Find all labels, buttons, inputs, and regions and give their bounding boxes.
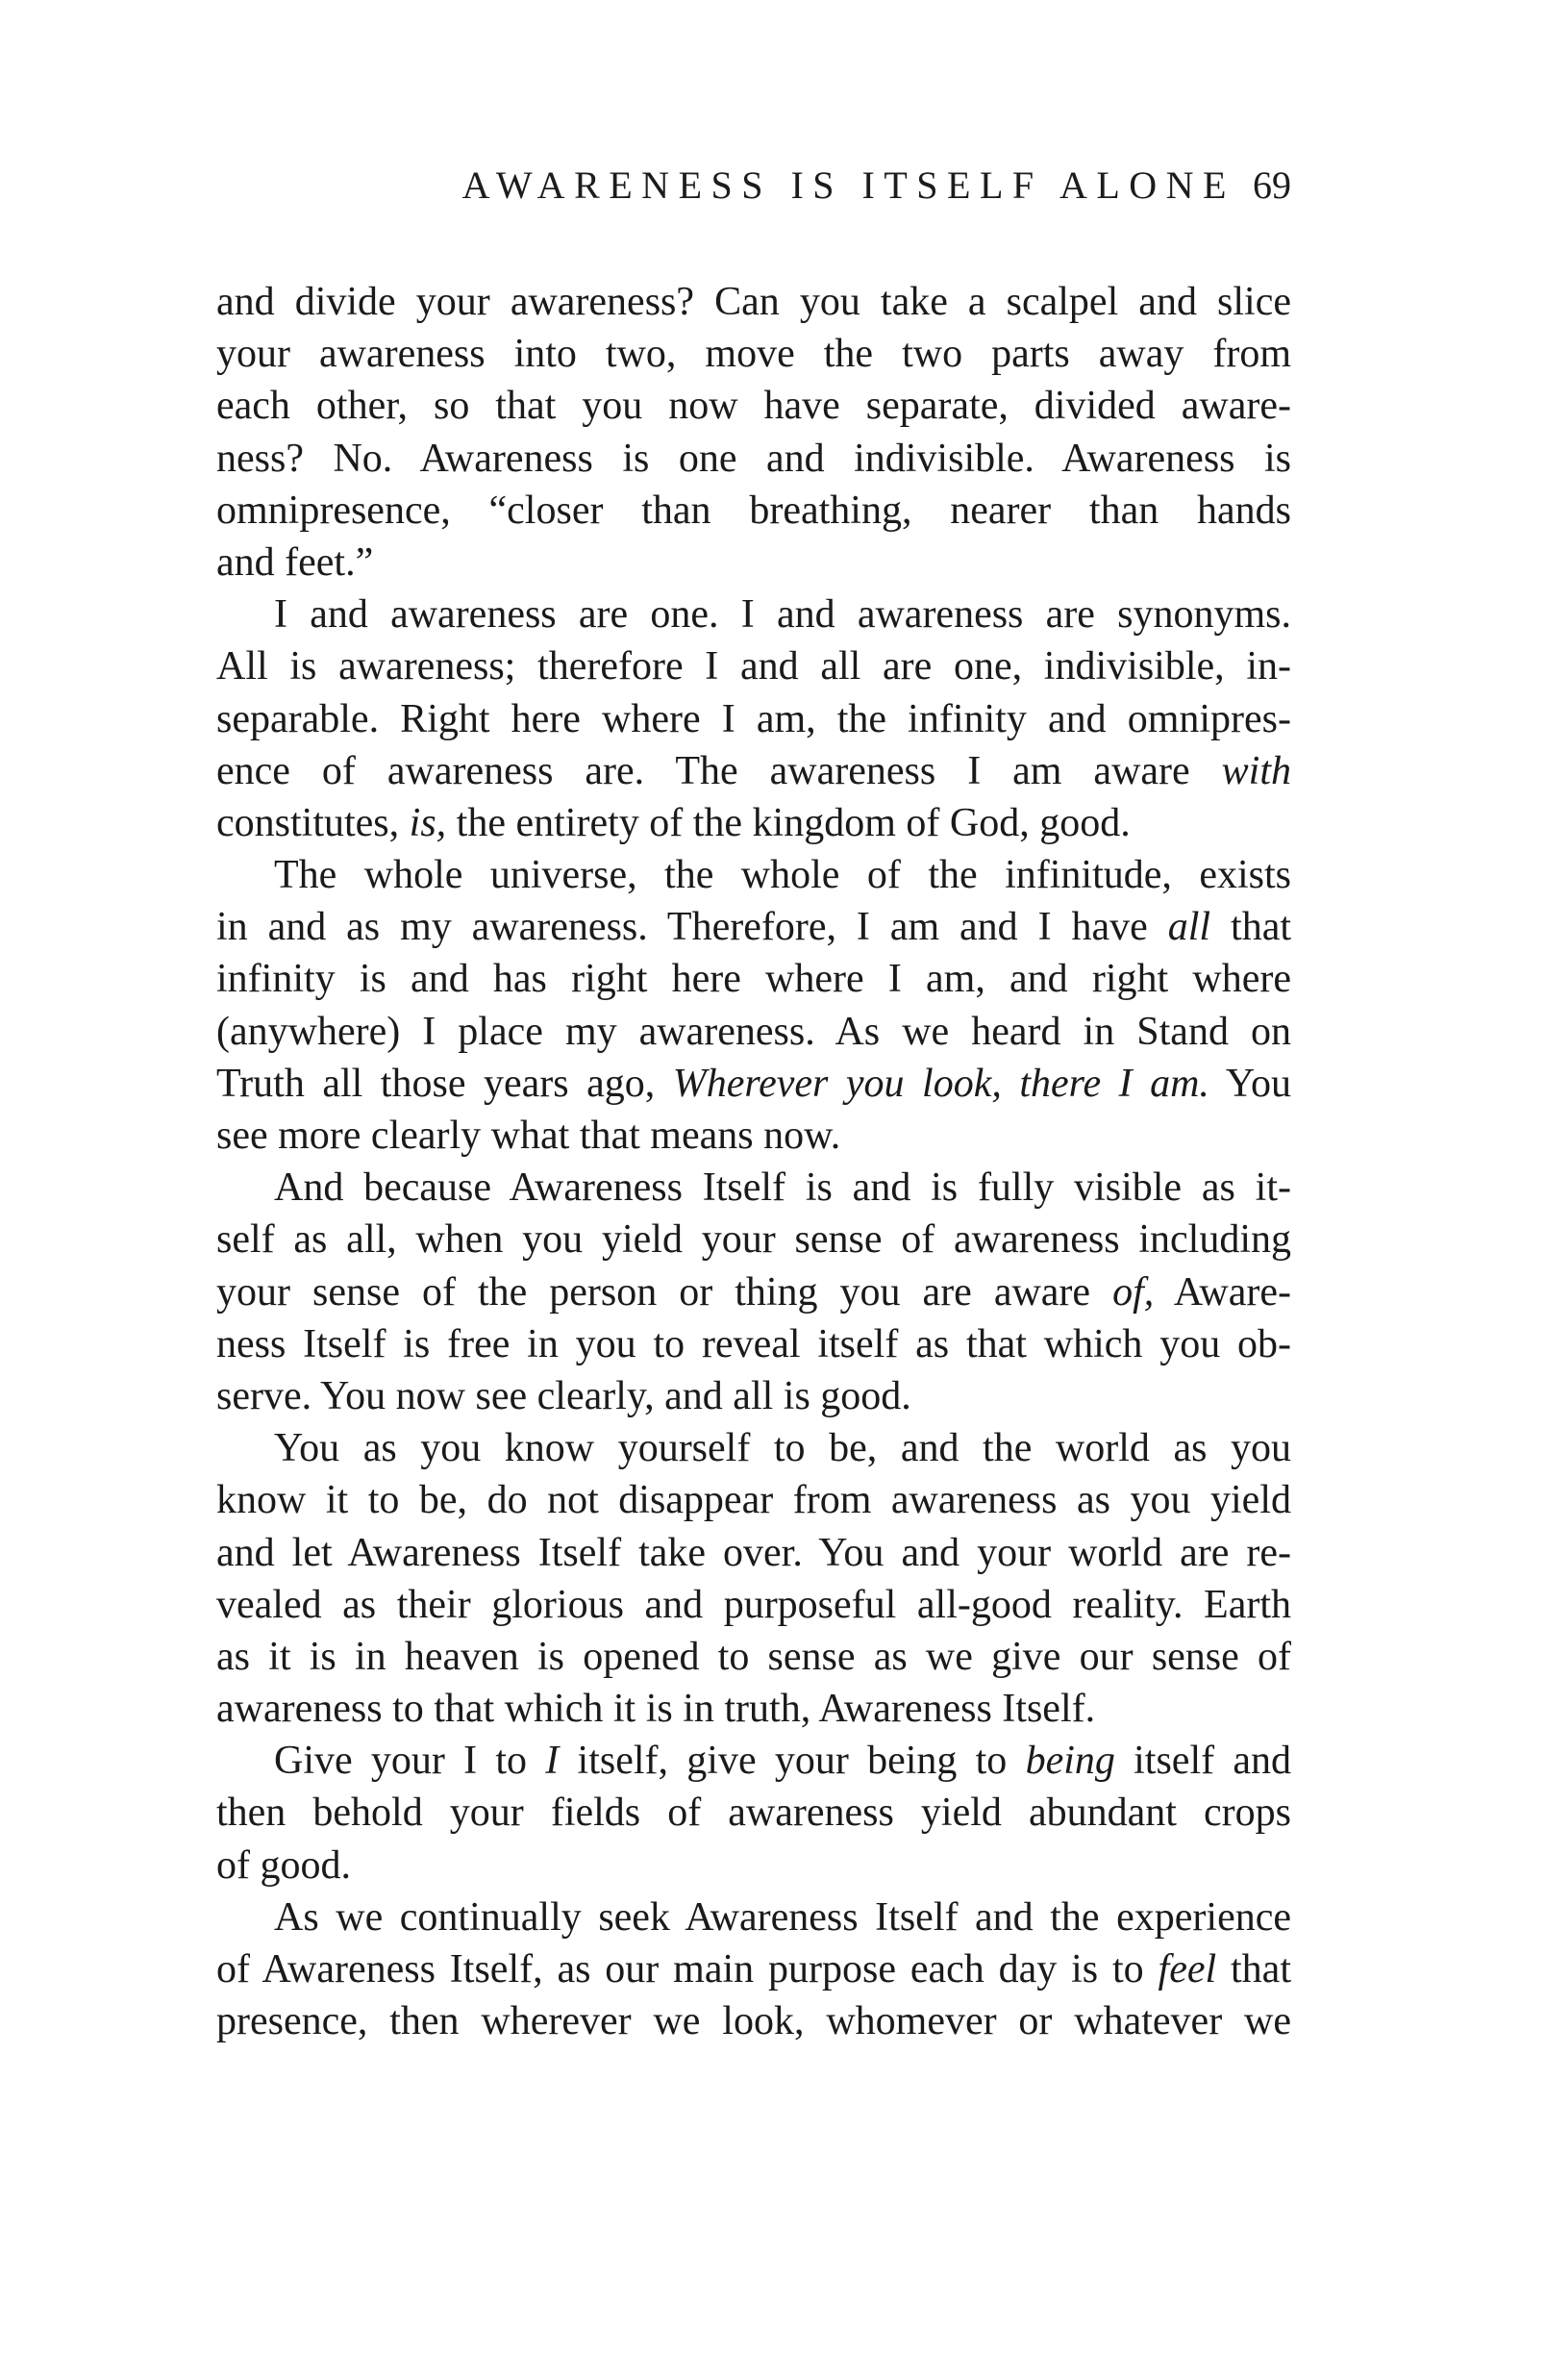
text-line bbox=[216, 1006, 1291, 1058]
text-run: self as all, when you yield your sense of awareness including bbox=[216, 1217, 1291, 1263]
text-run: of Awareness Itself, as our main purpose each day is to bbox=[216, 1947, 1159, 1992]
text-run: your sense of the person or thing you are aware bbox=[216, 1269, 1113, 1315]
body-text bbox=[216, 276, 1291, 2047]
text-line bbox=[216, 433, 1291, 485]
paragraph bbox=[216, 276, 1291, 589]
text-run: ness? No. Awareness is one and indivisible. Awareness is bbox=[216, 436, 1291, 481]
text-run: I and awareness are one. I and awareness are synonyms. bbox=[274, 592, 1291, 638]
text-run: And because Awareness Itself is and is fully visible as it- bbox=[274, 1165, 1291, 1211]
text-line bbox=[216, 901, 1291, 953]
chapter-title: AWARENESS IS ITSELF ALONE bbox=[461, 163, 1235, 207]
text-run: and divide your awareness? Can you take a scalpel and slice bbox=[216, 280, 1291, 324]
italic-emphasis: I bbox=[545, 1739, 560, 1784]
text-line bbox=[216, 1370, 1291, 1422]
text-line bbox=[216, 1579, 1291, 1631]
italic-emphasis: with bbox=[1221, 748, 1291, 793]
text-run: separable. Right here where I am, the infinity and omnipres- bbox=[216, 696, 1291, 741]
text-run: itself, give your being to bbox=[559, 1739, 1026, 1784]
text-run: The whole universe, the whole of the infinitude, exists bbox=[274, 853, 1291, 898]
text-run: know it to be, do not disappear from awareness as you yield bbox=[216, 1478, 1291, 1523]
text-line bbox=[216, 1162, 1291, 1214]
text-run: ness Itself is free in you to reveal itself as that which you ob- bbox=[216, 1321, 1291, 1366]
text-line bbox=[216, 380, 1291, 432]
text-run: your awareness into two, move the two parts away from bbox=[216, 332, 1291, 377]
text-run: awareness to that which it is in truth, Awareness Itself. bbox=[216, 1687, 1096, 1732]
text-line bbox=[216, 485, 1291, 537]
text-run: presence, then wherever we look, whomever or whatever we bbox=[216, 1999, 1291, 2044]
text-run: in and as my awareness. Therefore, I am and I have bbox=[216, 905, 1168, 950]
text-run: Aware- bbox=[1154, 1269, 1291, 1315]
text-run: serve. You now see clearly, and all is good. bbox=[216, 1373, 911, 1418]
text-line bbox=[216, 589, 1291, 640]
text-run: as it is in heaven is opened to sense as we give our sense of bbox=[216, 1634, 1291, 1679]
text-run: infinity is and has right here where I am, and right where bbox=[216, 957, 1291, 1002]
text-run: constitutes, bbox=[216, 800, 410, 845]
text-run: that bbox=[1216, 1947, 1291, 1992]
text-line bbox=[216, 1840, 1291, 1891]
text-run: Truth all those years ago, bbox=[216, 1061, 673, 1106]
paragraph bbox=[216, 1422, 1291, 1735]
text-line bbox=[216, 1891, 1291, 1943]
text-line bbox=[216, 1735, 1291, 1787]
paragraph bbox=[216, 1162, 1291, 1422]
text-line bbox=[216, 693, 1291, 745]
text-run: the entirety of the kingdom of God, good. bbox=[446, 800, 1131, 845]
italic-emphasis: being bbox=[1025, 1739, 1115, 1784]
text-run: each other, so that you now have separate, divided aware- bbox=[216, 384, 1291, 429]
text-line bbox=[216, 1214, 1291, 1265]
text-line bbox=[216, 1787, 1291, 1839]
text-run: As we continually seek Awareness Itself and the experience bbox=[274, 1894, 1291, 1940]
text-line bbox=[216, 745, 1291, 797]
text-line bbox=[216, 1110, 1291, 1162]
text-run: vealed as their glorious and purposeful all-good reality. Earth bbox=[216, 1582, 1291, 1627]
italic-emphasis: is, bbox=[409, 800, 447, 845]
text-line bbox=[216, 1631, 1291, 1683]
text-line bbox=[216, 328, 1291, 380]
text-line bbox=[216, 1058, 1291, 1110]
text-run: omnipresence, “closer than breathing, nearer than hands bbox=[216, 488, 1291, 533]
text-run: You as you know yourself to be, and the world as you bbox=[274, 1426, 1291, 1471]
paragraph bbox=[216, 849, 1291, 1162]
italic-emphasis: all bbox=[1167, 905, 1211, 950]
text-line bbox=[216, 1474, 1291, 1526]
text-run: see more clearly what that means now. bbox=[216, 1114, 841, 1158]
paragraph bbox=[216, 1735, 1291, 1891]
paragraph bbox=[216, 1891, 1291, 2048]
text-run: All is awareness; therefore I and all are one, indivisible, in- bbox=[216, 644, 1291, 689]
text-run: (anywhere) I place my awareness. As we heard in Stand on bbox=[216, 1009, 1291, 1054]
italic-emphasis: Wherever you look, there I am. bbox=[672, 1061, 1209, 1106]
text-run: and let Awareness Itself take over. You and your world are re- bbox=[216, 1530, 1291, 1575]
text-line bbox=[216, 1527, 1291, 1579]
italic-emphasis: feel bbox=[1158, 1947, 1217, 1992]
italic-emphasis: of, bbox=[1112, 1269, 1155, 1315]
text-run: ence of awareness are. The awareness I am aware bbox=[216, 748, 1222, 793]
text-line bbox=[216, 1943, 1291, 1995]
text-run: and feet.” bbox=[216, 539, 374, 585]
text-run: then behold your fields of awareness yield abundant crops bbox=[216, 1791, 1291, 1836]
text-run: of good. bbox=[216, 1842, 351, 1888]
running-head bbox=[216, 157, 1291, 214]
page-number: 69 bbox=[1253, 163, 1291, 207]
text-line bbox=[216, 276, 1291, 328]
text-line bbox=[216, 1683, 1291, 1735]
text-run: itself and bbox=[1114, 1739, 1291, 1784]
paragraph bbox=[216, 589, 1291, 849]
text-line bbox=[216, 1422, 1291, 1474]
text-run: You bbox=[1209, 1061, 1291, 1106]
text-line bbox=[216, 537, 1291, 589]
text-line bbox=[216, 1266, 1291, 1318]
text-line bbox=[216, 797, 1291, 849]
text-line bbox=[216, 953, 1291, 1005]
text-run: Give your I to bbox=[274, 1739, 546, 1784]
text-line bbox=[216, 1318, 1291, 1370]
text-line bbox=[216, 849, 1291, 901]
text-run: that bbox=[1210, 905, 1292, 950]
text-line bbox=[216, 640, 1291, 692]
text-line bbox=[216, 1995, 1291, 2047]
